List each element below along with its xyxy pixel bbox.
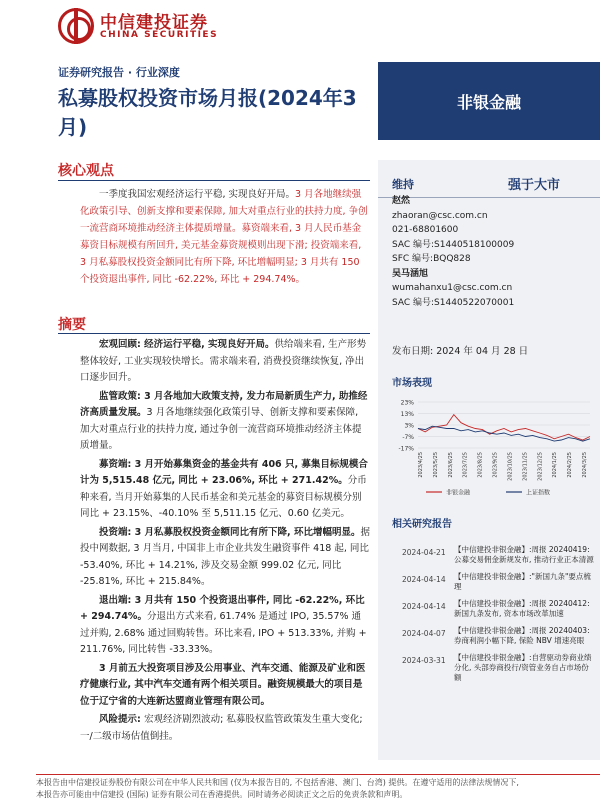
core-view-text bbox=[80, 186, 370, 288]
summary-paragraph bbox=[80, 712, 370, 745]
sector-badge: 非银金融 bbox=[378, 62, 600, 140]
report-type: 证券研究报告 · 行业深度 bbox=[58, 66, 180, 79]
summary-body bbox=[80, 337, 370, 747]
related-item[interactable] bbox=[392, 545, 597, 572]
chart-y-tick: -7% bbox=[402, 434, 414, 441]
summary-rest: 3 月各地继续强化政策引导、创新支撑和要素保障, 加大对重点行业的扶持力度, 通过争创一流营商环境推动经济主体提质增量。 bbox=[80, 407, 362, 451]
related-item[interactable] bbox=[392, 599, 597, 626]
related-research-list bbox=[392, 545, 597, 680]
summary-paragraph bbox=[80, 389, 370, 455]
related-text: 【中信建投非银金融】:周报 20240403: 券商利润小幅下降, 保险 NBV 增速亮眼 bbox=[454, 626, 590, 645]
core-view-plain: 一季度我国宏观经济运行平稳, 实现良好开局。 bbox=[99, 189, 296, 200]
related-text: 【中信建投非银金融】:周报 20240419: 公募交易佣金新规发布, 推动行业正本清源 bbox=[454, 545, 594, 564]
report-title: 私募股权投资市场月报(2024年3月) bbox=[58, 86, 357, 139]
chart-x-tick: 2023/4/25 bbox=[418, 452, 424, 478]
brand-name-cn: 中信建投证券 bbox=[100, 13, 208, 33]
rating-value: 强于大市 bbox=[508, 178, 561, 193]
summary-rest: 宏观经济剧烈波动; 私募股权监管政策发生重大变化; 一/二级市场估值倒挂。 bbox=[80, 714, 363, 742]
summary-lead: 宏观回顾: 经济运行平稳, 实现良好开局。 bbox=[99, 339, 275, 350]
analyst-name: 吴马涵旭 bbox=[392, 268, 429, 279]
analyst-sac: SAC 编号:S1440522070001 bbox=[392, 297, 515, 308]
chart-y-tick: 3% bbox=[404, 422, 414, 430]
summary-rule bbox=[58, 333, 370, 334]
chart-x-tick: 2023/10/25 bbox=[507, 452, 514, 481]
summary-paragraph bbox=[80, 661, 370, 711]
chart-y-tick: 23% bbox=[400, 399, 414, 407]
analyst-phone: 021-68801600 bbox=[392, 225, 459, 235]
summary-paragraph bbox=[80, 593, 370, 659]
summary-lead: 募资端: 3 月开始募集资金的基金共有 406 只, 募集目标规模合计为 5,515.48 亿元, 同比 + 23.06%, 环比 + 271.42%。 bbox=[80, 458, 368, 486]
publish-date: 发布日期: 2024 年 04 月 28 日 bbox=[392, 346, 529, 357]
brand-logo bbox=[58, 6, 218, 50]
chart-legend-label: 非银金融 bbox=[446, 489, 471, 497]
analyst-name: 赵然 bbox=[392, 196, 411, 206]
summary-lead: 风险提示: bbox=[99, 714, 145, 725]
summary-lead: 监管政策: 3 月各地加大政策支持, 发力布局新质生产力, 助推经济高质量发展。 bbox=[80, 390, 368, 418]
footer-line: 本报告由中信建投证券股份有限公司在中华人民共和国 (仅为本报告目的, 不包括香港、澳门、台湾) 提供。在遵守适用的法律法规情况下, bbox=[36, 778, 519, 787]
chart-x-tick: 2024/2/25 bbox=[567, 452, 574, 478]
chart-y-tick: 13% bbox=[400, 411, 414, 418]
related-text: 【中信建投非银金融】:周报 20240412: 新国九条发布, 资本市场改革加速 bbox=[454, 599, 590, 618]
rating-label: 维持 bbox=[392, 178, 414, 191]
disclaimer-footer bbox=[36, 774, 600, 801]
summary-heading: 摘要 bbox=[58, 317, 86, 333]
chart-legend-label: 上证指数 bbox=[526, 489, 551, 497]
analyst-block bbox=[392, 194, 592, 310]
summary-rest: 分退出方式来看, 61.74% 是通过 IPO, 35.57% 通过并购, 2.68% 通过回购转售。环比来看, IPO + 513.33%, 并购 + 211.76%, 同比转售 -33.33%。 bbox=[80, 611, 367, 655]
related-item[interactable] bbox=[392, 572, 597, 599]
summary-paragraph bbox=[80, 457, 370, 523]
summary-rest: 分币种来看, 当月开始募集的人民币基金和美元基金的募资目标规模分别同比 + 23.15%、-40.10% 至 5,511.15 亿元、0.60 亿美元。 bbox=[80, 475, 367, 519]
chart-x-tick: 2024/1/25 bbox=[552, 452, 559, 478]
chart-x-tick: 2023/7/25 bbox=[462, 452, 469, 478]
chart-x-tick: 2023/12/25 bbox=[537, 452, 544, 481]
market-chart bbox=[378, 388, 600, 503]
related-text: 【中信建投非银金融】:"新国九条"要点梳理 bbox=[454, 572, 591, 591]
chart-series-line bbox=[418, 415, 590, 440]
summary-lead: 3 月前五大投资项目涉及公用事业、汽车交通、能源及矿业和医疗健康行业, 其中汽车交通有两个相关项目。融资规模最大的项目是位于辽宁省的大连新达盟商业管理有限公司。 bbox=[80, 662, 366, 707]
summary-paragraph bbox=[80, 525, 370, 591]
analyst-sac: SAC 编号:S1440518100009 bbox=[392, 239, 515, 250]
market-performance-title: 市场表现 bbox=[392, 378, 432, 389]
market-chart-svg bbox=[378, 388, 600, 503]
chart-x-tick: 2023/9/25 bbox=[492, 452, 499, 478]
summary-rest: 据投中网数据, 3 月当月, 中国非上市企业共发生融资事件 418 起, 同比 -53.40%, 环比 + 14.21%, 涉及交易金额 999.02 亿元, 同比 -25.81%, 环比 + 215.84%。 bbox=[80, 526, 370, 587]
chart-x-tick: 2024/3/25 bbox=[582, 452, 588, 478]
chart-x-tick: 2023/11/25 bbox=[522, 452, 529, 481]
related-text: 【中信建投非银金融】:自营驱动券商业绩分化, 头部券商投行/资管业务自占市场份额 bbox=[454, 653, 592, 682]
analyst-sfc: SFC 编号:BQQ828 bbox=[392, 254, 471, 264]
chart-x-tick: 2023/8/25 bbox=[477, 452, 484, 478]
chart-x-tick: 2023/5/25 bbox=[432, 452, 439, 478]
summary-lead: 退出端: 3 月共有 150 个投资退出事件, 同比 -62.22%, 环比 + 294.74%。 bbox=[80, 594, 365, 622]
chart-x-tick: 2023/6/25 bbox=[447, 452, 454, 478]
related-item[interactable] bbox=[392, 626, 597, 653]
summary-paragraph bbox=[80, 337, 370, 387]
footer-line: 本报告亦可能由中信建投 (国际) 证券有限公司在香港提供。同时请务必阅读正文之后的免责条款和声明。 bbox=[36, 790, 408, 799]
core-view-highlight: 3 月各地继续强化政策引导、创新支撑和要素保障, 加大对重点行业的扶持力度, 争创一流营商环境推动经济主体提质增量。募资端来看, 3 月人民币基金募资目标规模有所回升, 美元基金募资规模则出现下滑; 投资端来看, 3 月私募股权投资金额同比有所下降, 环比增幅明显; 3 月共有 150 个投资退出事件, 同比 -62.22%, 环比 + 294.74%。 bbox=[80, 189, 368, 285]
analyst-email[interactable]: wumahanxu1@csc.com.cn bbox=[392, 283, 513, 293]
summary-lead: 投资端: 3 月私募股权投资金额同比有所下降, 环比增幅明显。 bbox=[99, 526, 361, 538]
analyst-email[interactable]: zhaoran@csc.com.cn bbox=[392, 210, 488, 221]
chart-y-tick: -17% bbox=[398, 445, 414, 453]
core-view-heading: 核心观点 bbox=[58, 163, 114, 179]
related-date: 2024-04-07 bbox=[402, 629, 446, 638]
related-date: 2024-04-14 bbox=[402, 602, 446, 611]
related-date: 2024-04-21 bbox=[402, 548, 446, 557]
core-view-rule bbox=[58, 180, 370, 181]
brand-logo-icon bbox=[58, 8, 94, 44]
brand-name-en: CHINA SECURITIES bbox=[100, 30, 219, 40]
related-research-title: 相关研究报告 bbox=[392, 519, 452, 530]
related-date: 2024-04-14 bbox=[402, 575, 446, 584]
related-date: 2024-03-31 bbox=[402, 656, 446, 665]
related-item[interactable] bbox=[392, 653, 597, 680]
summary-rest: 供给端来看, 生产形势整体较好, 工业实现较快增长。需求端来看, 消费投资继续恢复, 净出口逐步回升。 bbox=[80, 339, 367, 383]
